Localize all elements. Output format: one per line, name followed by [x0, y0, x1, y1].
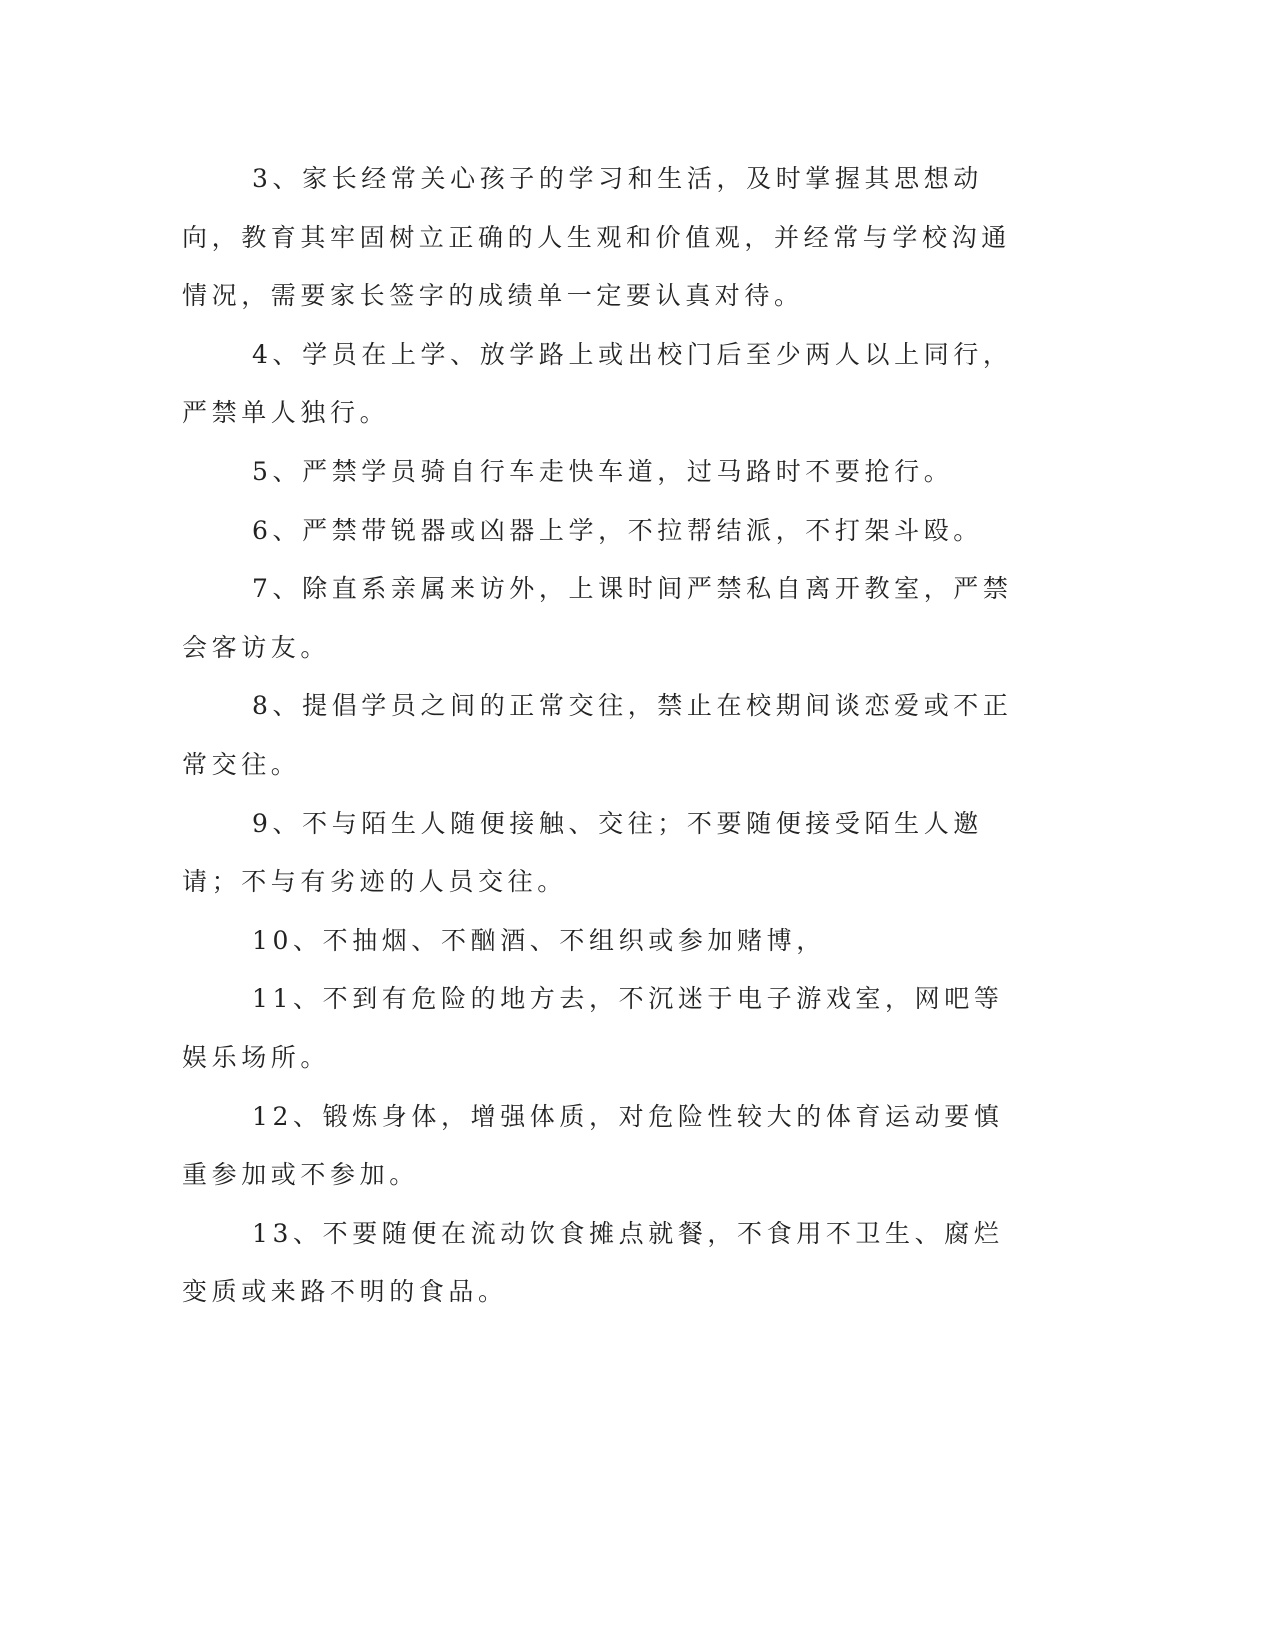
- paragraph-12: 12、锻炼身体，增强体质，对危险性较大的体育运动要慎重参加或不参加。: [182, 1101, 1004, 1190]
- paragraph-9: 9、不与陌生人随便接触、交往；不要随便接受陌生人邀请；不与有劣迹的人员交往。: [182, 808, 983, 897]
- paragraph-6: 6、严禁带锐器或凶器上学，不拉帮结派，不打架斗殴。: [252, 515, 983, 545]
- paragraph-3: 3、家长经常关心孩子的学习和生活，及时掌握其思想动向，教育其牢固树立正确的人生观和价值观，并经常与学校沟通情况，需要家长签字的成绩单一定要认真对待。: [182, 164, 1011, 311]
- paragraph-11: 11、不到有危险的地方去，不沉迷于电子游戏室，网吧等娱乐场所。: [182, 984, 1004, 1072]
- document-body: [182, 150, 1028, 1322]
- paragraph-4: 4、学员在上学、放学路上或出校门后至少两人以上同行，严禁单人独行。: [182, 339, 1013, 428]
- paragraph-5: 5、严禁学员骑自行车走快车道，过马路时不要抢行。: [252, 456, 954, 486]
- paragraph-13: 13、不要随便在流动饮食摊点就餐，不食用不卫生、腐烂变质或来路不明的食品。: [182, 1218, 1004, 1307]
- paragraph-7: 7、除直系亲属来访外，上课时间严禁私自离开教室，严禁会客访友。: [182, 574, 1013, 662]
- paragraph-8: 8、提倡学员之间的正常交往，禁止在校期间谈恋爱或不正常交往。: [182, 691, 1013, 779]
- paragraph-10: 10、不抽烟、不酗酒、不组织或参加赌博，: [252, 925, 826, 955]
